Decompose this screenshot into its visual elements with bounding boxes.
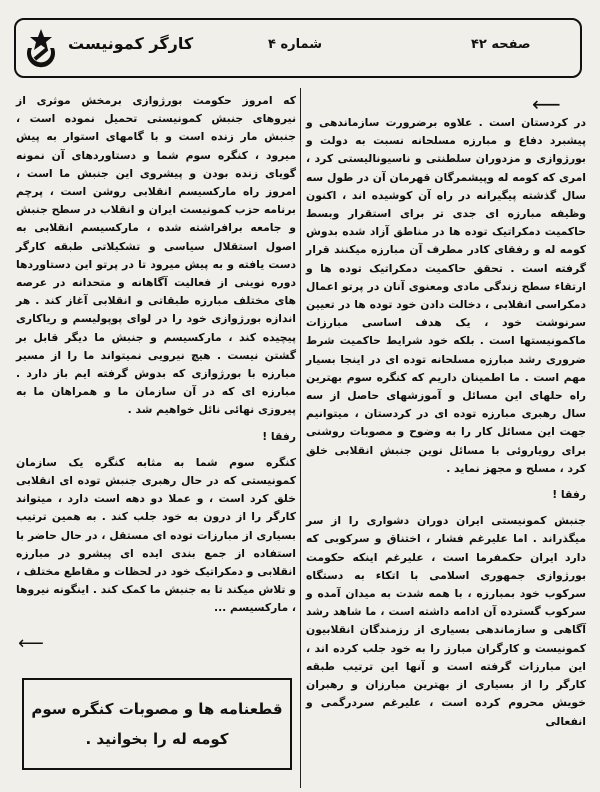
paragraph: که امروز حکومت بورژوازی برمخش موثری از نیروهای جنبش کمونیستی تحمیل نموده است ، جنبش مار زنده است و با گامهای استوار به پیش میرود ، کنگره سوم شما و دستاوردهای آن نمونه گویای زنده بودن و پیشروی این جنبش ما است ، امروز راه مارکسیسم انقلابی روشن است ، پرچم برنامه حزب کمونیست ایران و انقلاب در سطح جنبش و جامعه برافراشته شده ، مارکسیسم انقلابی به اصول استقلال سیاسی و تشکیلاتی طبقه کارگر دست یافته و به پیش میرود تا در پرتو این دستاوردها دوره نوینی از فعالیت آگاهانه و متحدانه در عرصه های مختلف مبارزه طبقاتی و انقلابی آغاز کند . هر اندازه بورژوازی خود را در لوای پوپولیسم و ریاکاری پیچیده کند ، مارکسیسم و جنبش ما دیگر قابل بر گشتن نیست . هیچ نیرویی نمیتواند ما را از مسیر مبارزه با بورژوازی که بدوش گرفته ایم باز دارد . مبارزه ای که در آن سازمان ما و همراهان ما به پیروزی نهائی نائل خواهیم شد . bbox=[16, 94, 296, 417]
continuation-arrow-icon: ⟵ bbox=[532, 92, 561, 116]
masthead-box bbox=[14, 18, 582, 78]
right-column bbox=[306, 92, 586, 739]
paragraph: کنگره سوم شما به مثابه کنگره یک سازمان کمونیستی که در حال رهبری جنبش توده ای انقلابی خلق کرد است ، و عملا دو دهه است دارد ، میتواند کارگر را از درون به خود جلب کند . به همین ترتیب بسیاری از مبارزات توده ای مستقل ، در حال حاضر با استفاده از جمع بندی ایده ای پیشرو در مبارزه انقلابی و دمکراتیک خود در لحظات و مقاطع مختلف ، و تلاش میکند تا به جنبش ما کمک کند . اینگونه نیروها ، مارکسیسم ... bbox=[16, 455, 296, 615]
paragraph: جنبش کمونیستی ایران دوران دشواری را از سر میگذراند . اما علیرغم فشار ، اختناق و سرکوبی که دارد ایران حکمفرما است ، علیرغم اینکه حکومت بورژوازی جمهوری اسلامی با اتکاء به دستگاه سرکوب خود بمبارزه ، با همه شدت به میدان آمده و سرکوب گسترده آن ادامه داشته است ، ما شاهد رشد آگاهی و سازماندهی بسیاری از رزمندگان انقلابیون کمونیست و کارگران مبارز را به خود جلب کرده اند ، این مبارزات گرفته است و آنها این ترتیب طبقه کارگر را از بسیاری از بهترین مبارزان و رهبران خویش محروم کرده است ، علیرغم سردرگمی و انفعالی bbox=[306, 514, 586, 728]
issue-number: شماره ۴ bbox=[268, 37, 323, 52]
end-arrow-icon: ⟵ bbox=[18, 633, 44, 654]
publication-title: کارگر کمونیست bbox=[68, 34, 194, 53]
salutation: رفقا ! bbox=[262, 429, 296, 443]
column-divider bbox=[300, 88, 301, 788]
notice-box bbox=[22, 678, 292, 770]
page-number: صفحه ۴۲ bbox=[471, 37, 531, 52]
hammer-sickle-star-icon bbox=[18, 26, 64, 72]
notice-line-2: کومه له را بخوانید . bbox=[85, 730, 229, 748]
paragraph: در کردستان است . علاوه برضرورت سازماندهی و پیشبرد دفاع و مبارزه مسلحانه نسبت به دولت و بورژوازی و مزدوران سلطنتی و ناسیونالیستی کرد ، امری که کومه له وپیشمرگان قهرمان آن در طول سه سال گذشته پیگیرانه در راه آن کوشیده اند ، اکنون وظیفه مبارزه ای جدی تر برای استقرار وبسط حاکمیت دمکراتیک توده ها در مناطق آزاد شده بدوش کومه له و رفقای کادر مطرف آن مبارزه میکنند قرار گرفته است . تحقق حاکمیت دمکراتیک توده ها و ارتقاء سطح زندگی مادی ومعنوی آنان در پرتو اعمال دمکراسی انقلابی ، دخالت دادن خود توده ها در تعیین سرنوشت خود ، یک هدف اساسی مبارزات ماکمونیستها است . بلکه خود شرایط حاکمیت شرط ضروری رشد مبارزه مسلحانه توده ای در اینجا بسیار مهم است . ما اطمینان داریم که کنگره سوم بهترین راه حلهای این مسائل و آموزشهای حاصل از سه سال رهبری مبارزه توده ای در کردستان ، ميتوانيم جهت این مسائل کار را به وضوح و مصوبات روشنی برای رویاروئی با مسائل نوین جنبش انقلابی خلق کرد ، مسلح و مجهز نماید . bbox=[306, 116, 586, 475]
left-column bbox=[16, 92, 296, 626]
notice-line-1: قطعنامه ها و مصوبات کنگره سوم bbox=[31, 700, 283, 718]
salutation: رفقا ! bbox=[552, 488, 586, 502]
